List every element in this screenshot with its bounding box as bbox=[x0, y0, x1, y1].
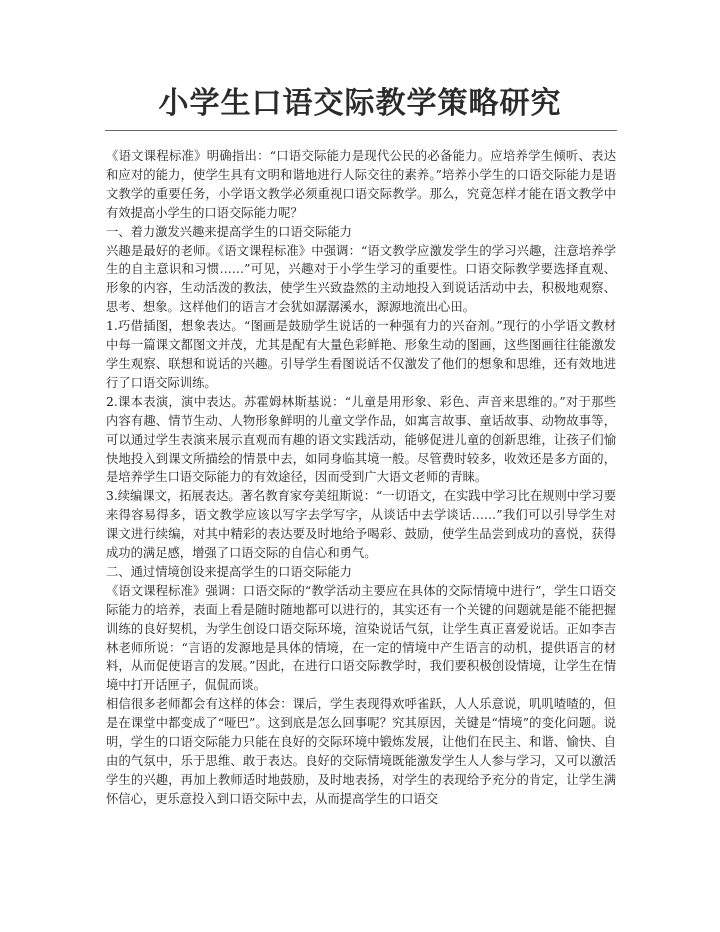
document-title: 小学生口语交际教学策略研究 bbox=[158, 86, 562, 121]
paragraph-point-3: 3.续编课文，拓展表达。著名教育家夸美纽斯说：“一切语文，在实践中学习比在规则中学习要来得容易得多，语文教学应该以写字去学写字，从谈话中去学谈话……”我们可以引导学生对课文进行续编，对其中精彩的表达要及时地给予喝彩、鼓励，使学生品尝到成功的喜悦，获得成功的满足感，增强了口语交际的自信心和勇气。 bbox=[106, 489, 616, 561]
paragraph-point-1: 1.巧借插图，想象表达。“图画是鼓励学生说话的一种强有力的兴奋剂。”现行的小学语文教材中每一篇课文都图文并茂，尤其是配有大量色彩鲜艳、形象生动的图画，这些图画往往能激发学生观察、联想和说话的兴趣。引导学生看图说话不仅激发了他们的想象和思维，还有效地进行了口语交际训练。 bbox=[106, 319, 616, 390]
paragraph-point-2: 2.课本表演，演中表达。苏霍姆林斯基说：“儿童是用形象、彩色、声音来思维的。”对于那些内容有趣、情节生动、人物形象鲜明的儿童文学作品，如寓言故事、童话故事、动物故事等，可以通过学生表演来展示直观而有趣的语文实践活动，能够促进儿童的创新思维，让孩子们愉快地投入到课文所描绘的情景中去，如同身临其境一般。尽管费时较多，收效还是多方面的，是培养学生口语交际能力的有效途径，因而受到广大语文老师的青睐。 bbox=[106, 394, 616, 485]
paragraph-intro: 《语文课程标准》明确指出：“口语交际能力是现代公民的必备能力。应培养学生倾听、表达和应对的能力，使学生具有文明和谐地进行人际交往的素养。”培养小学生的口语交际能力是语文教学的重要任务，小学语文教学必须重视口语交际教学。那么，究竟怎样才能在语文教学中有效提高小学生的口语交际能力呢？ bbox=[106, 149, 616, 220]
title-divider bbox=[105, 130, 617, 131]
heading-section-2: 二、通过情境创设来提高学生的口语交际能力 bbox=[106, 564, 352, 579]
paragraph-experience: 相信很多老师都会有这样的体会：课后，学生表现得欢呼雀跃，人人乐意说，叽叽喳喳的，但是在课堂中都变成了“哑巴”。这到底是怎么回事呢？究其原因，关键是“情境”的变化问题。说明，学生的口语交际能力只能在良好的交际环境中锻炼发展，让他们在民主、和谐、愉快、自由的气氛中，乐于思维、敢于表达。良好的交际情境既能激发学生人人参与学习，又可以激活学生的兴趣，再加上教师适时地鼓励，及时地表扬，对学生的表现给予充分的肯定，让学生满怀信心，更乐意投入到口语交际中去，从而提高学生的口语交 bbox=[106, 697, 616, 806]
paragraph-context: 《语文课程标准》强调：口语交际的“教学活动主要应在具体的交际情境中进行”，学生口语交际能力的培养，表面上看是随时随地都可以进行的，其实还有一个关键的问题就是能不能把握训练的良好契机，为学生创设口语交际环境，渲染说话气氛，让学生真正喜爱说话。正如李吉林老师所说：“言语的发源地是具体的情境，在一定的情境中产生语言的动机，提供语言的材料，从而促使语言的发展。”因此，在进行口语交际教学时，我们要积极创设情境，让学生在情境中打开话匣子，侃侃而谈。 bbox=[106, 583, 616, 693]
paragraph-interest: 兴趣是最好的老师。《语文课程标准》中强调：“语文教学应激发学生的学习兴趣，注意培养学生的自主意识和习惯……”可见，兴趣对于小学生学习的重要性。口语交际教学要选择直观、形象的内容，生动活泼的教法，使学生兴致盎然的主动地投入到说话活动中去，积极地观察、思考、想象。这样他们的语言才会犹如潺潺溪水，源源地流出心田。 bbox=[106, 243, 616, 315]
heading-section-1: 一、着力激发兴趣来提高学生的口语交际能力 bbox=[106, 224, 352, 239]
document-body bbox=[106, 147, 616, 809]
